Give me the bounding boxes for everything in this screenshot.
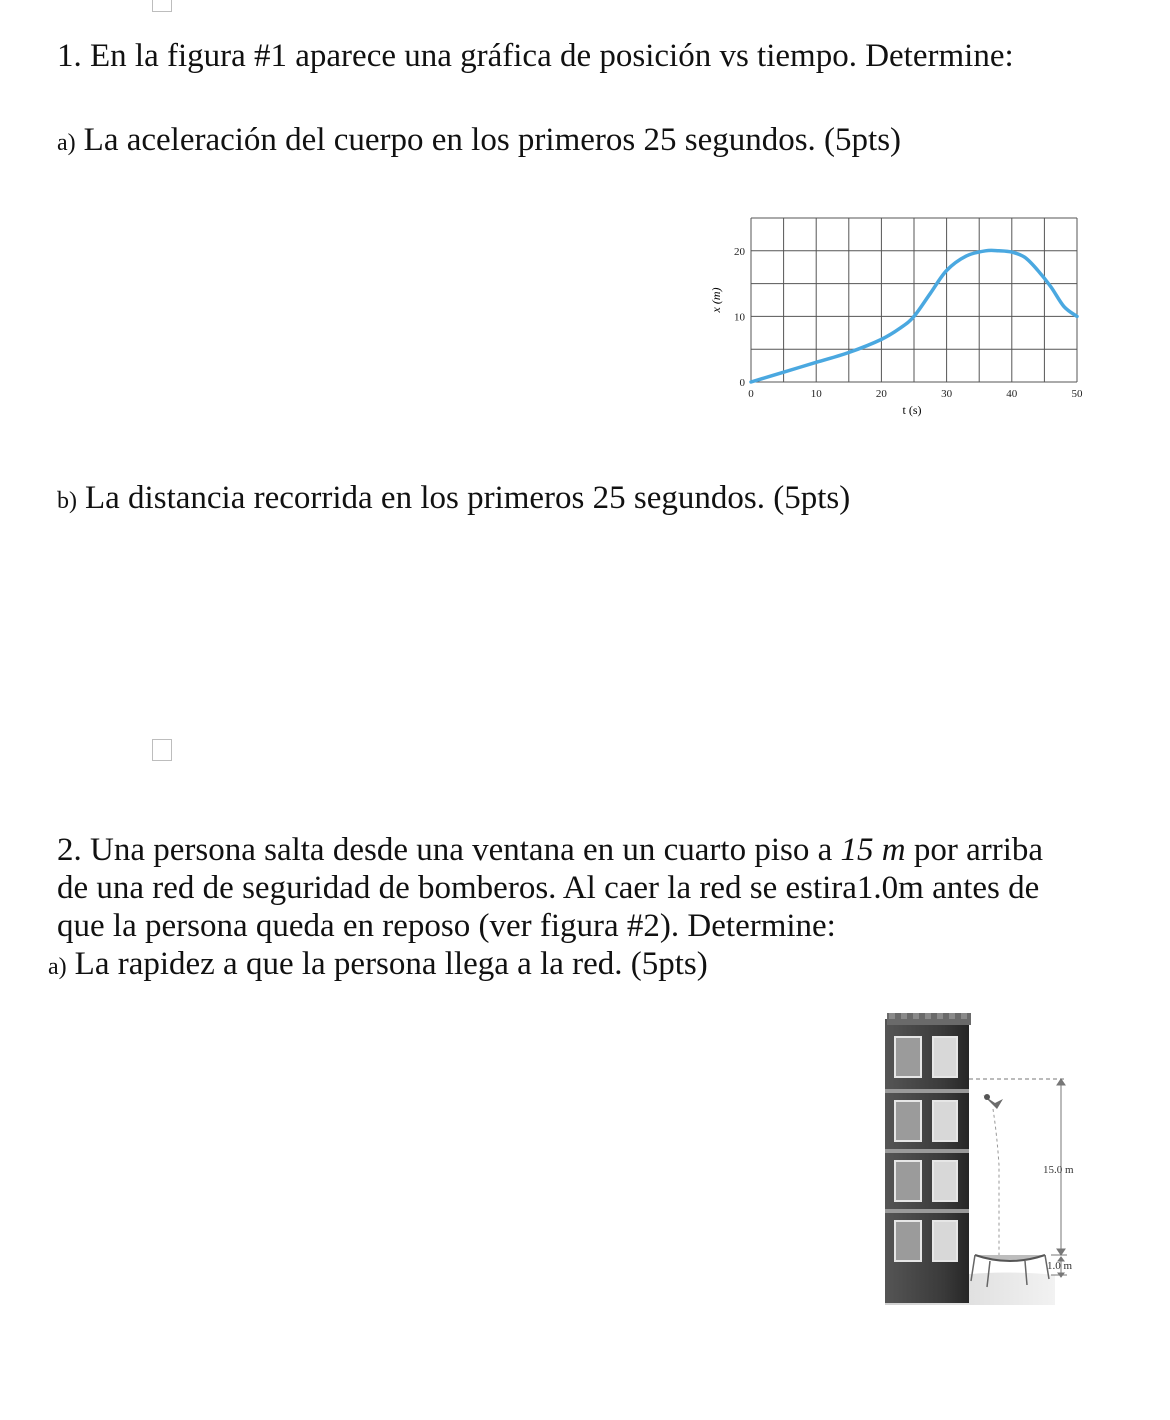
top-checkbox[interactable] (152, 0, 172, 12)
q2-part-a (48, 944, 708, 987)
q1-part-a (57, 120, 901, 163)
y-tick-label: 0 (739, 377, 745, 389)
q1-a-text: La aceleración del cuerpo en los primeros 25 segundos. (5pts) (83, 122, 902, 158)
q2-line-1 (57, 830, 1043, 870)
dimension-lines (969, 1079, 1067, 1277)
building-net-figure (875, 1005, 1095, 1315)
falling-person-icon (983, 1094, 1003, 1109)
q1-b-text: La distancia recorrida en los primeros 25 segundos. (5pts) (85, 480, 851, 516)
x-tick-label: 30 (941, 388, 953, 400)
x-tick-label: 20 (875, 388, 887, 400)
q1-b-marker: b) (57, 488, 77, 514)
q2-line-2: de una red de seguridad de bomberos. Al caer la red se estira1.0m antes de (57, 870, 1040, 906)
x-tick-label: 10 (810, 388, 822, 400)
q1-a-marker: a) (57, 130, 76, 156)
position-time-chart (700, 205, 1100, 430)
q1-part-b (57, 478, 850, 521)
chart-grid (751, 218, 1077, 382)
q2-a-text: La rapidez a que la persona llega a la red. (5pts) (74, 946, 708, 982)
y-tick-label: 10 (734, 311, 745, 324)
q2-height-value: 15 m (840, 832, 906, 868)
q2-line-3: que la persona queda en reposo (ver figura #2). Determine: (57, 908, 836, 944)
fall-path (993, 1109, 999, 1255)
y-tick-label: 20 (734, 245, 745, 258)
q2-line-1-end: por arriba (905, 832, 1044, 868)
middle-checkbox[interactable] (152, 739, 172, 761)
x-tick-label: 0 (748, 388, 754, 400)
height-label: 15.0 m (1043, 1164, 1074, 1176)
x-axis-label: t (s) (902, 403, 922, 417)
q2-line-1-start: 2. Una persona salta desde una ventana en un cuarto piso a (57, 832, 841, 868)
building (885, 1013, 971, 1303)
q1-title: 1. En la figura #1 aparece una gráfica de posición vs tiempo. Determine: (57, 38, 1014, 74)
x-tick-label: 40 (1006, 388, 1018, 400)
x-tick-label: 50 (1071, 388, 1083, 400)
q2-a-marker: a) (48, 954, 67, 980)
stretch-label: 1.0 m (1047, 1260, 1073, 1272)
y-axis-label: x (m) (709, 287, 723, 313)
